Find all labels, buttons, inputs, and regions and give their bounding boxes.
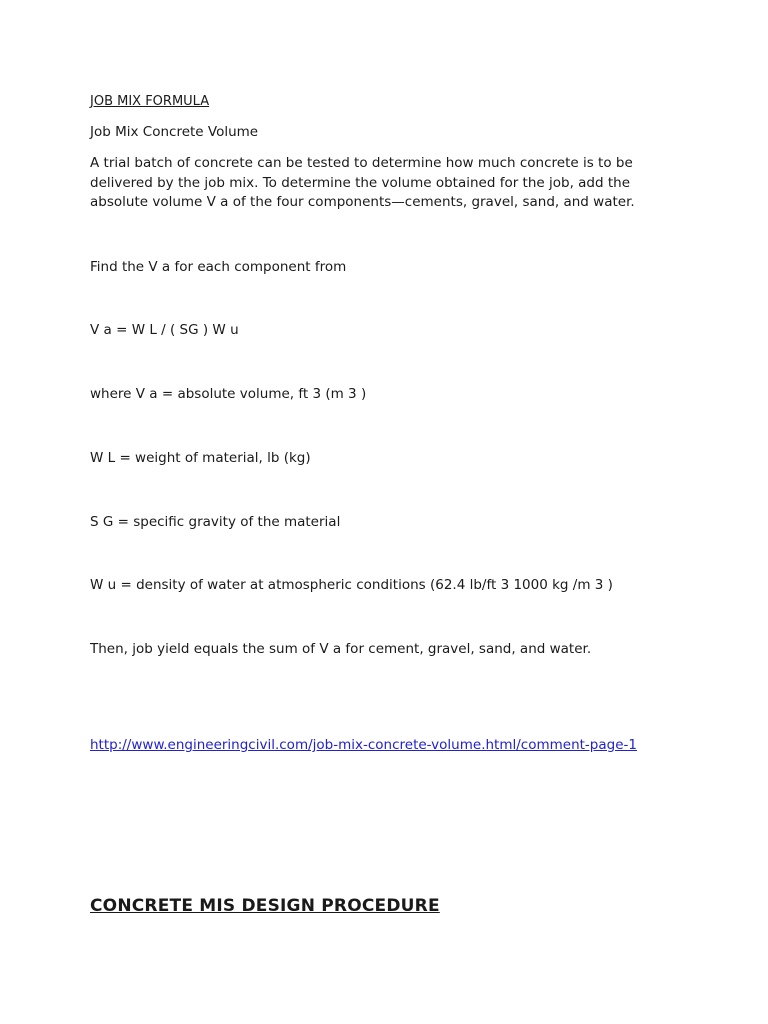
find-line: Find the V a for each component from [90,259,347,275]
doc-heading: JOB MIX FORMULA [90,94,210,109]
formula-line: V a = W L / ( SG ) W u [90,322,239,338]
doc-subtitle: Job Mix Concrete Volume [90,124,259,140]
definition-wu: W u = density of water at atmospheric conditions (62.4 lb/ft 3 1000 kg /m 3 ) [90,577,613,593]
source-link[interactable]: http://www.engineeringcivil.com/job-mix-concrete-volume.html/comment-page-1 [90,737,637,753]
definition-sg: S G = specific gravity of the material [90,514,341,530]
definition-wl: W L = weight of material, lb (kg) [90,450,311,466]
section-heading: CONCRETE MIS DESIGN PROCEDURE [90,896,440,916]
intro-paragraph: A trial batch of concrete can be tested to determine how much concrete is to be delivered by the job mix. To determine the volume obtained for the job, add the absolute volume V a of the four components—cements, gravel, sand, and water. [90,155,635,210]
yield-line: Then, job yield equals the sum of V a for cement, gravel, sand, and water. [90,641,592,657]
definition-va: where V a = absolute volume, ft 3 (m 3 ) [90,386,367,402]
